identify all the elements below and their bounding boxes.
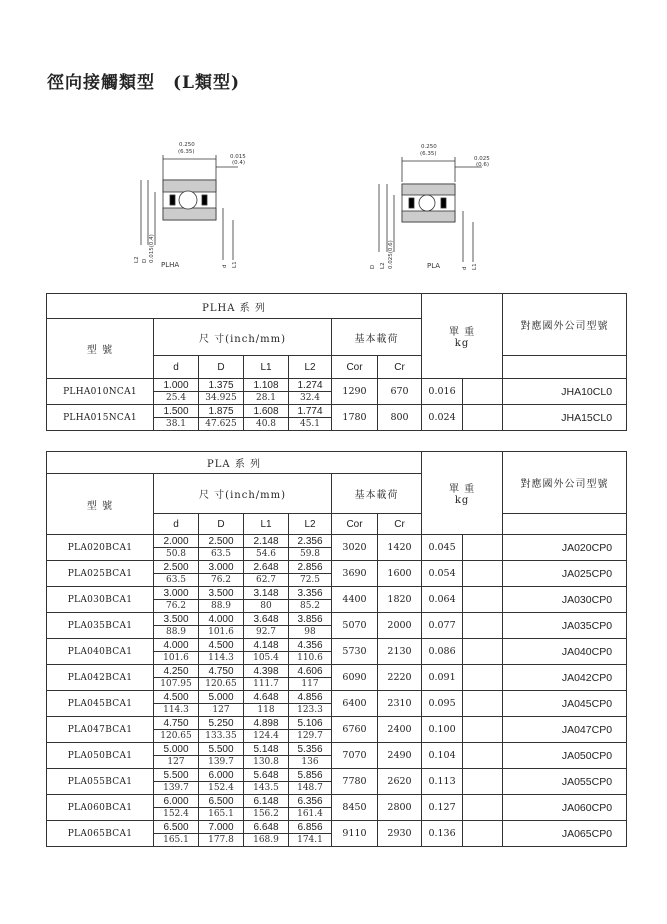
inch-value: 3.500 <box>154 613 199 626</box>
pla-width: 0.250 <box>421 144 437 150</box>
foreign-model-cell: JA055CP0 <box>503 769 627 795</box>
weight-value: 0.091 <box>422 665 463 691</box>
inch-value: 4.750 <box>154 717 199 730</box>
plha-table <box>46 293 627 431</box>
table-row <box>47 821 627 834</box>
table-row <box>47 691 627 704</box>
mm-value: 161.4 <box>289 808 332 821</box>
title-main: 徑向接觸類型 <box>47 73 155 93</box>
pla-col-L2: L2 <box>289 514 332 535</box>
mm-value: 130.8 <box>244 756 289 769</box>
weight-value: 0.054 <box>422 561 463 587</box>
mm-value: 110.6 <box>289 652 332 665</box>
cr-value: 2000 <box>378 613 422 639</box>
inch-value: 7.000 <box>199 821 244 834</box>
mm-value: 72.5 <box>289 574 332 587</box>
inch-value: 3.000 <box>199 561 244 574</box>
foreign-model-cell: JA060CP0 <box>503 795 627 821</box>
pla-table <box>46 451 627 847</box>
inch-value: 4.750 <box>199 665 244 678</box>
figure-pla <box>357 137 527 277</box>
inch-value: 4.148 <box>244 639 289 652</box>
inch-value: 6.500 <box>199 795 244 808</box>
cor-value: 6090 <box>332 665 378 691</box>
spacer-cell <box>463 639 503 665</box>
cor-value: 6400 <box>332 691 378 717</box>
mm-value: 34.925 <box>199 392 244 405</box>
plha-chamfer-mm: (0.4) <box>232 160 246 166</box>
inch-value: 4.398 <box>244 665 289 678</box>
mm-value: 88.9 <box>199 600 244 613</box>
inch-value: 5.356 <box>289 743 332 756</box>
cr-value: 2800 <box>378 795 422 821</box>
model-cell: PLA050BCA1 <box>47 743 154 769</box>
inch-value: 1.375 <box>199 379 244 392</box>
foreign-model-cell: JHA10CL0 <box>503 379 627 405</box>
cor-value: 8450 <box>332 795 378 821</box>
mm-value: 117 <box>289 678 332 691</box>
model-header: 型 號 <box>47 319 154 379</box>
cor-value: 7780 <box>332 769 378 795</box>
mm-value: 63.5 <box>199 548 244 561</box>
inch-value: 1.608 <box>244 405 289 418</box>
mm-value: 54.6 <box>244 548 289 561</box>
cor-value: 9110 <box>332 821 378 847</box>
weight-value: 0.045 <box>422 535 463 561</box>
plha-dim-d: d <box>222 264 228 268</box>
inch-value: 6.648 <box>244 821 289 834</box>
cor-value: 1780 <box>332 405 378 431</box>
mm-value: 174.1 <box>289 834 332 847</box>
mm-value: 92.7 <box>244 626 289 639</box>
cor-value: 7070 <box>332 743 378 769</box>
pla-col-cor: Cor <box>332 514 378 535</box>
inch-value: 4.500 <box>154 691 199 704</box>
inch-value: 1.000 <box>154 379 199 392</box>
inch-value: 4.648 <box>244 691 289 704</box>
cor-value: 6760 <box>332 717 378 743</box>
plha-dim-D: D <box>142 258 148 263</box>
inch-value: 5.148 <box>244 743 289 756</box>
inch-value: 3.856 <box>289 613 332 626</box>
inch-value: 5.500 <box>154 769 199 782</box>
col-L1: L1 <box>244 356 289 379</box>
table-row <box>47 405 627 418</box>
inch-value: 5.106 <box>289 717 332 730</box>
model-cell: PLHA015NCA1 <box>47 405 154 431</box>
cr-value: 1820 <box>378 587 422 613</box>
pla-load-header: 基本載荷 <box>332 474 422 514</box>
spacer-cell <box>463 405 503 431</box>
pla-width-mm: (6.35) <box>420 151 437 157</box>
foreign-model-cell: JA047CP0 <box>503 717 627 743</box>
title-sub: (L類型) <box>173 73 241 93</box>
pla-weight-unit: kg <box>454 495 470 506</box>
mm-value: 168.9 <box>244 834 289 847</box>
cor-value: 1290 <box>332 379 378 405</box>
inch-value: 6.000 <box>199 769 244 782</box>
model-cell: PLHA010NCA1 <box>47 379 154 405</box>
pla-col-d: d <box>154 514 199 535</box>
pla-bearing-drawing <box>357 137 527 277</box>
spacer-cell <box>463 795 503 821</box>
mm-value: 127 <box>154 756 199 769</box>
cr-value: 2620 <box>378 769 422 795</box>
model-cell: PLA065BCA1 <box>47 821 154 847</box>
weight-value: 0.086 <box>422 639 463 665</box>
mm-value: 76.2 <box>154 600 199 613</box>
cor-value: 5070 <box>332 613 378 639</box>
cr-value: 2400 <box>378 717 422 743</box>
pla-col-L1: L1 <box>244 514 289 535</box>
inch-value: 4.500 <box>199 639 244 652</box>
cr-value: 1420 <box>378 535 422 561</box>
pla-series-title: PLA 系 列 <box>47 452 422 474</box>
plha-width-mm: (6.35) <box>178 149 195 155</box>
mm-value: 111.7 <box>244 678 289 691</box>
inch-value: 1.274 <box>289 379 332 392</box>
inch-value: 6.148 <box>244 795 289 808</box>
cr-value: 2130 <box>378 639 422 665</box>
inch-value: 4.856 <box>289 691 332 704</box>
inch-value: 1.875 <box>199 405 244 418</box>
model-cell: PLA040BCA1 <box>47 639 154 665</box>
foreign-model-cell: JHA15CL0 <box>503 405 627 431</box>
plha-chamfer: 0.015 <box>230 154 246 160</box>
pla-chamfer-mm: (0.6) <box>476 162 490 168</box>
model-cell: PLA030BCA1 <box>47 587 154 613</box>
weight-value: 0.024 <box>422 405 463 431</box>
inch-value: 4.898 <box>244 717 289 730</box>
mm-value: 120.65 <box>199 678 244 691</box>
mm-value: 139.7 <box>154 782 199 795</box>
spacer-cell <box>463 743 503 769</box>
figure-plha <box>108 135 278 275</box>
spacer-cell <box>463 587 503 613</box>
mm-value: 165.1 <box>154 834 199 847</box>
cor-value: 3020 <box>332 535 378 561</box>
foreign-model-cell: JA030CP0 <box>503 587 627 613</box>
table-row <box>47 535 627 548</box>
weight-header <box>422 294 503 379</box>
cr-value: 2490 <box>378 743 422 769</box>
spacer-cell <box>463 379 503 405</box>
inch-value: 6.856 <box>289 821 332 834</box>
mm-value: 38.1 <box>154 418 199 431</box>
plha-bearing-drawing <box>108 135 278 275</box>
mm-value: 152.4 <box>199 782 244 795</box>
inch-value: 5.648 <box>244 769 289 782</box>
model-cell: PLA047BCA1 <box>47 717 154 743</box>
inch-value: 3.648 <box>244 613 289 626</box>
cr-value: 1600 <box>378 561 422 587</box>
mm-value: 152.4 <box>154 808 199 821</box>
inch-value: 1.500 <box>154 405 199 418</box>
foreign-model-cell: JA042CP0 <box>503 665 627 691</box>
model-cell: PLA020BCA1 <box>47 535 154 561</box>
mm-value: 28.1 <box>244 392 289 405</box>
mm-value: 105.4 <box>244 652 289 665</box>
mm-value: 47.625 <box>199 418 244 431</box>
cr-value: 2930 <box>378 821 422 847</box>
weight-value: 0.104 <box>422 743 463 769</box>
weight-value: 0.127 <box>422 795 463 821</box>
mm-value: 148.7 <box>289 782 332 795</box>
spacer-cell <box>463 717 503 743</box>
cr-value: 2310 <box>378 691 422 717</box>
foreign-model-cell: JA050CP0 <box>503 743 627 769</box>
plha-dim-L2: L2 <box>134 256 140 263</box>
cr-value: 800 <box>378 405 422 431</box>
inch-value: 2.356 <box>289 535 332 548</box>
foreign-model-cell: JA040CP0 <box>503 639 627 665</box>
inch-value: 6.356 <box>289 795 332 808</box>
pla-dim-d: d <box>462 266 468 270</box>
mm-value: 156.2 <box>244 808 289 821</box>
plha-dim-L1: L1 <box>232 261 238 268</box>
inch-value: 5.500 <box>199 743 244 756</box>
mm-value: 45.1 <box>289 418 332 431</box>
table-row <box>47 665 627 678</box>
mm-value: 101.6 <box>199 626 244 639</box>
plha-dim-chamfer: 0.015(0.4) <box>149 234 155 263</box>
inch-value: 2.856 <box>289 561 332 574</box>
cor-value: 3690 <box>332 561 378 587</box>
foreign-model-cell: JA065CP0 <box>503 821 627 847</box>
weight-value: 0.016 <box>422 379 463 405</box>
inch-value: 2.000 <box>154 535 199 548</box>
table-row <box>47 379 627 392</box>
inch-value: 4.250 <box>154 665 199 678</box>
inch-value: 3.500 <box>199 587 244 600</box>
inch-value: 1.774 <box>289 405 332 418</box>
mm-value: 133.35 <box>199 730 244 743</box>
mm-value: 114.3 <box>199 652 244 665</box>
weight-value: 0.136 <box>422 821 463 847</box>
plha-series-title: PLHA 系 列 <box>47 294 422 319</box>
weight-value: 0.064 <box>422 587 463 613</box>
inch-value: 5.000 <box>199 691 244 704</box>
table-row <box>47 743 627 756</box>
mm-value: 32.4 <box>289 392 332 405</box>
inch-value: 2.500 <box>154 561 199 574</box>
mm-value: 124.4 <box>244 730 289 743</box>
inch-value: 5.250 <box>199 717 244 730</box>
pla-size-header: 尺 寸(inch/mm) <box>154 474 332 514</box>
inch-value: 6.500 <box>154 821 199 834</box>
pla-dim-chamfer: 0.025(0.6) <box>388 240 394 269</box>
table-row <box>47 561 627 574</box>
pla-col-D: D <box>199 514 244 535</box>
weight-value: 0.095 <box>422 691 463 717</box>
inch-value: 4.000 <box>154 639 199 652</box>
table-row <box>47 587 627 600</box>
inch-value: 5.000 <box>154 743 199 756</box>
spacer-cell <box>463 665 503 691</box>
inch-value: 3.148 <box>244 587 289 600</box>
spacer-cell <box>463 561 503 587</box>
spacer-cell <box>463 535 503 561</box>
cor-value: 4400 <box>332 587 378 613</box>
weight-value: 0.100 <box>422 717 463 743</box>
mm-value: 129.7 <box>289 730 332 743</box>
inch-value: 2.648 <box>244 561 289 574</box>
weight-value: 0.113 <box>422 769 463 795</box>
inch-value: 4.606 <box>289 665 332 678</box>
pla-weight-header <box>422 452 503 535</box>
pla-chamfer: 0.025 <box>474 156 490 162</box>
table-row <box>47 639 627 652</box>
mm-value: 25.4 <box>154 392 199 405</box>
model-cell: PLA042BCA1 <box>47 665 154 691</box>
mm-value: 114.3 <box>154 704 199 717</box>
mm-value: 139.7 <box>199 756 244 769</box>
foreign-model-cell: JA020CP0 <box>503 535 627 561</box>
col-L2: L2 <box>289 356 332 379</box>
mm-value: 143.5 <box>244 782 289 795</box>
mm-value: 120.65 <box>154 730 199 743</box>
mm-value: 63.5 <box>154 574 199 587</box>
mm-value: 40.8 <box>244 418 289 431</box>
weight-label: 單 重 <box>448 327 476 338</box>
mm-value: 123.3 <box>289 704 332 717</box>
weight-unit: kg <box>454 338 470 349</box>
table-row <box>47 613 627 626</box>
mm-value: 76.2 <box>199 574 244 587</box>
pla-weight-label: 單 重 <box>448 484 476 495</box>
col-cor: Cor <box>332 356 378 379</box>
mm-value: 50.8 <box>154 548 199 561</box>
pla-dim-L2: L2 <box>380 262 386 269</box>
page-title <box>47 68 240 93</box>
inch-value: 4.356 <box>289 639 332 652</box>
load-header: 基本載荷 <box>332 319 422 356</box>
pla-dim-D: D <box>370 264 376 269</box>
model-cell: PLA035BCA1 <box>47 613 154 639</box>
mm-value: 165.1 <box>199 808 244 821</box>
pla-col-cr: Cr <box>378 514 422 535</box>
spacer-cell <box>463 769 503 795</box>
mm-value: 136 <box>289 756 332 769</box>
model-cell: PLA045BCA1 <box>47 691 154 717</box>
foreign-model-header: 對應國外公司型號 <box>503 294 627 356</box>
foreign-model-cell: JA045CP0 <box>503 691 627 717</box>
pla-model-header: 型 號 <box>47 474 154 535</box>
mm-value: 80 <box>244 600 289 613</box>
cr-value: 2220 <box>378 665 422 691</box>
inch-value: 3.356 <box>289 587 332 600</box>
size-header: 尺 寸(inch/mm) <box>154 319 332 356</box>
cr-value: 670 <box>378 379 422 405</box>
inch-value: 4.000 <box>199 613 244 626</box>
mm-value: 118 <box>244 704 289 717</box>
cor-value: 5730 <box>332 639 378 665</box>
inch-value: 2.500 <box>199 535 244 548</box>
foreign-model-cell: JA025CP0 <box>503 561 627 587</box>
inch-value: 6.000 <box>154 795 199 808</box>
pla-dim-L1: L1 <box>472 263 478 270</box>
plha-figure-label: PLHA <box>161 261 180 269</box>
model-cell: PLA060BCA1 <box>47 795 154 821</box>
model-cell: PLA025BCA1 <box>47 561 154 587</box>
pla-foreign-model-header: 對應國外公司型號 <box>503 452 627 514</box>
mm-value: 127 <box>199 704 244 717</box>
inch-value: 5.856 <box>289 769 332 782</box>
col-cr: Cr <box>378 356 422 379</box>
inch-value: 3.000 <box>154 587 199 600</box>
spacer-cell <box>463 821 503 847</box>
inch-value: 2.148 <box>244 535 289 548</box>
spacer-cell <box>463 691 503 717</box>
pla-figure-label: PLA <box>427 262 441 270</box>
mm-value: 177.8 <box>199 834 244 847</box>
col-d: d <box>154 356 199 379</box>
weight-value: 0.077 <box>422 613 463 639</box>
mm-value: 98 <box>289 626 332 639</box>
mm-value: 107.95 <box>154 678 199 691</box>
mm-value: 101.6 <box>154 652 199 665</box>
mm-value: 59.8 <box>289 548 332 561</box>
plha-width: 0.250 <box>179 142 195 148</box>
table-row <box>47 717 627 730</box>
mm-value: 88.9 <box>154 626 199 639</box>
spacer-cell <box>463 613 503 639</box>
mm-value: 85.2 <box>289 600 332 613</box>
table-row <box>47 769 627 782</box>
inch-value: 1.108 <box>244 379 289 392</box>
mm-value: 62.7 <box>244 574 289 587</box>
col-D: D <box>199 356 244 379</box>
foreign-model-cell: JA035CP0 <box>503 613 627 639</box>
model-cell: PLA055BCA1 <box>47 769 154 795</box>
table-row <box>47 795 627 808</box>
